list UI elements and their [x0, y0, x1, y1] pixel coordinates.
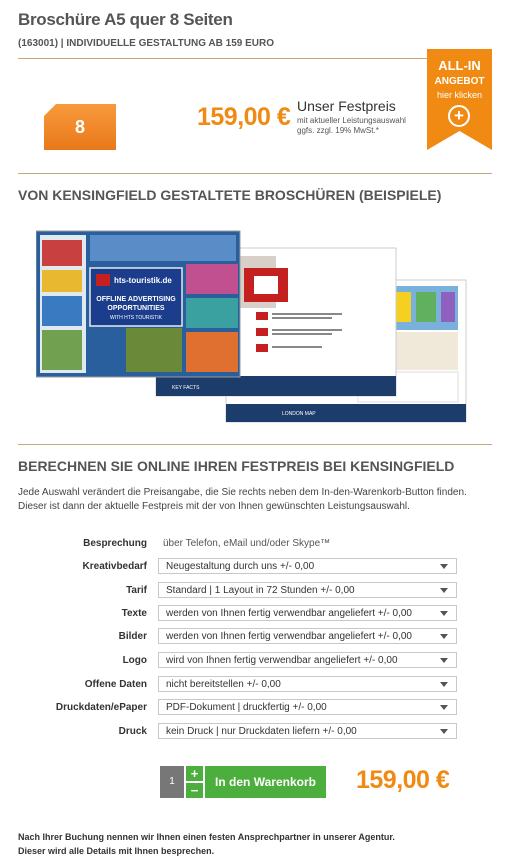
brochure-examples-image	[36, 228, 476, 428]
allin-offer-button[interactable]: ALL-IN ANGEBOT hier klicken +	[427, 49, 492, 150]
tarif-select[interactable]: Standard | 1 Layout in 72 Stunden +/- 0,00	[158, 582, 457, 598]
divider	[18, 58, 492, 59]
druckdaten-select[interactable]: PDF-Dokument | druckfertig +/- 0,00	[158, 699, 457, 715]
option-label: Offene Daten	[84, 679, 147, 690]
price-main: 159,00 €	[197, 103, 291, 131]
quantity-minus-button[interactable]: −	[186, 783, 203, 798]
chevron-down-icon	[440, 588, 448, 593]
option-row-logo	[0, 652, 513, 670]
price-label: Unser Festpreis	[297, 98, 396, 114]
option-label: Logo	[122, 655, 147, 666]
option-row-kreativbedarf	[0, 558, 513, 576]
brochure-left	[36, 231, 240, 377]
option-label: Druckdaten/ePaper	[55, 702, 147, 713]
bilder-select[interactable]: werden von Ihnen fertig verwendbar angeliefert +/- 0,00	[158, 628, 457, 644]
brochure-headline-1: OFFLINE ADVERTISING	[96, 296, 176, 303]
plus-circle-icon: +	[448, 105, 470, 127]
calculator-intro: Jede Auswahl verändert die Preisangabe, die Sie rechts neben dem In-den-Warenkorb-Button finden. Dieser ist dann der aktuelle Festpreis mit der von Ihnen gewünschten Leistungsauswahl.	[18, 487, 467, 512]
offene-daten-select[interactable]: nicht bereitstellen +/- 0,00	[158, 676, 457, 692]
option-label: Texte	[121, 608, 147, 619]
quantity-plus-button[interactable]: +	[186, 766, 203, 781]
druck-select[interactable]: kein Druck | nur Druckdaten liefern +/- 0,00	[158, 723, 457, 739]
kreativbedarf-select[interactable]: Neugestaltung durch uns +/- 0,00	[158, 558, 457, 574]
option-label: Bilder	[118, 631, 147, 642]
page-count-badge	[44, 104, 116, 150]
logo-select[interactable]: wird von Ihnen fertig verwendbar angeliefert +/- 0,00	[158, 652, 457, 668]
examples-footer-1: KEY FACTS	[172, 385, 200, 391]
option-row-offene-daten	[0, 676, 513, 694]
examples-heading: VON KENSINGFIELD GESTALTETE BROSCHÜREN (BEISPIELE)	[18, 187, 442, 203]
brochure-brand: hts-touristik.de	[114, 276, 172, 285]
add-to-cart-button[interactable]: In den Warenkorb	[205, 766, 326, 798]
option-row-bilder	[0, 628, 513, 646]
chevron-down-icon	[440, 658, 448, 663]
product-subtitle: (163001) | INDIVIDUELLE GESTALTUNG AB 159 EURO	[18, 38, 274, 49]
texte-select[interactable]: werden von Ihnen fertig verwendbar angeliefert +/- 0,00	[158, 605, 457, 621]
examples-footer-2: LONDON MAP	[282, 411, 316, 417]
option-row-besprechung	[0, 535, 513, 553]
brochure-headline-3: WITH HTS TOURISTIK	[109, 315, 163, 321]
option-row-tarif	[0, 582, 513, 600]
chevron-down-icon	[440, 634, 448, 639]
option-row-druck	[0, 723, 513, 741]
price-total: 159,00 €	[356, 766, 450, 794]
option-row-druckdaten	[0, 699, 513, 717]
option-label: Tarif	[126, 585, 147, 596]
divider	[18, 444, 492, 445]
price-note: mit aktueller Leistungsauswahl ggfs. zzgl. 19% MwSt.*	[297, 116, 406, 135]
chevron-down-icon	[440, 611, 448, 616]
page-count: 8	[74, 117, 85, 137]
brochure-headline-2: OPPORTUNITIES	[107, 305, 165, 312]
option-value: über Telefon, eMail und/oder Skype™	[163, 538, 331, 549]
option-row-texte	[0, 605, 513, 623]
chevron-down-icon	[440, 729, 448, 734]
chevron-down-icon	[440, 564, 448, 569]
quantity-input[interactable]: 1	[160, 766, 184, 798]
divider	[18, 173, 492, 174]
chevron-down-icon	[440, 682, 448, 687]
calculator-heading: BERECHNEN SIE ONLINE IHREN FESTPREIS BEI KENSINGFIELD	[18, 458, 455, 474]
chevron-down-icon	[440, 705, 448, 710]
product-title: Broschüre A5 quer 8 Seiten	[18, 10, 233, 29]
option-label: Besprechung	[83, 538, 147, 549]
option-label: Kreativbedarf	[82, 561, 147, 572]
option-label: Druck	[118, 726, 147, 737]
footer-note: Nach Ihrer Buchung nennen wir Ihnen einen festen Ansprechpartner in unserer Agentur. Dieser wird alle Details mit Ihnen besprechen.	[18, 832, 395, 856]
